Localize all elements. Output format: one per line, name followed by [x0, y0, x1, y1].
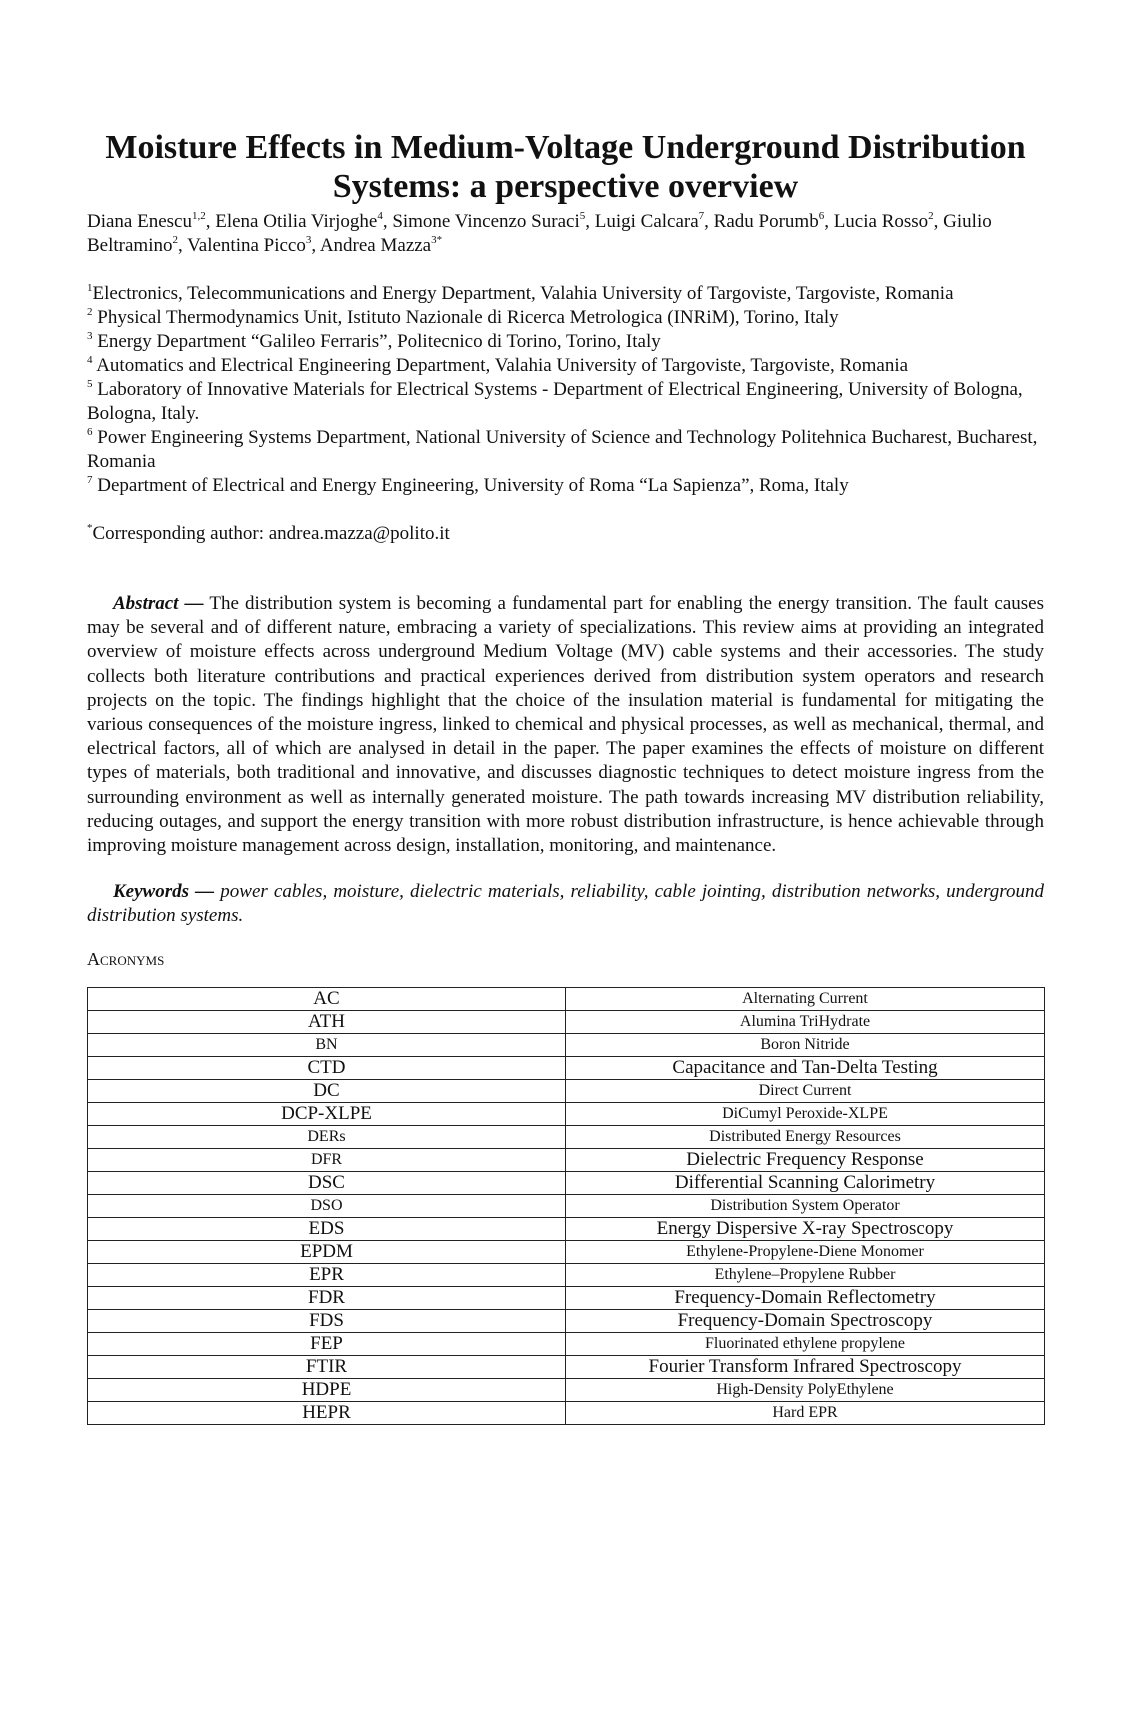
acronym-abbreviation: AC	[88, 988, 566, 1011]
author	[834, 211, 943, 232]
acronym-definition: Capacitance and Tan-Delta Testing	[566, 1057, 1045, 1080]
abstract-lead: Abstract —	[113, 593, 204, 614]
author-affiliation-marker: 2	[928, 210, 934, 222]
author-affiliation-marker: 3	[305, 234, 312, 246]
acronym-abbreviation: EPR	[88, 1264, 566, 1287]
author-separator: ,	[205, 211, 216, 232]
acronym-row	[88, 1333, 1045, 1356]
acronym-abbreviation: EPDM	[88, 1241, 566, 1264]
affiliation-list	[87, 282, 1044, 498]
author	[714, 211, 834, 232]
corresponding-marker: *	[87, 522, 93, 534]
corresponding-text: Corresponding author: andrea.mazza@polito.it	[92, 523, 450, 544]
acronym-definition: Frequency-Domain Spectroscopy	[566, 1310, 1045, 1333]
acronym-definition: Distribution System Operator	[566, 1195, 1045, 1218]
author-affiliation-marker: 3*	[431, 234, 443, 246]
acronyms-heading: Acronyms	[87, 949, 165, 970]
acronym-abbreviation: HDPE	[88, 1379, 566, 1402]
keywords-text: power cables, moisture, dielectric materials, reliability, cable jointing, distribution networks, underground distribution systems.	[87, 881, 1044, 927]
acronym-row	[88, 1379, 1045, 1402]
acronym-abbreviation: EDS	[88, 1218, 566, 1241]
acronym-row	[88, 1402, 1045, 1425]
affiliation-marker: 7	[87, 474, 93, 486]
affiliation-marker: 3	[87, 330, 93, 342]
acronym-row	[88, 1103, 1045, 1126]
affiliation-text: Physical Thermodynamics Unit, Istituto Nazionale di Ricerca Metrologica (INRiM), Torino, Italy	[92, 307, 839, 328]
author-name: Giulio Beltramino	[87, 211, 992, 256]
author-separator: ,	[177, 235, 188, 256]
acronym-abbreviation: FEP	[88, 1333, 566, 1356]
author-affiliation-marker: 4	[377, 210, 383, 222]
acronym-abbreviation: DSO	[88, 1195, 566, 1218]
author-affiliation-marker: 1,2	[191, 210, 206, 222]
acronym-definition: Dielectric Frequency Response	[566, 1149, 1045, 1172]
keywords	[87, 880, 1044, 928]
acronym-definition: Ethylene–Propylene Rubber	[566, 1264, 1045, 1287]
acronym-abbreviation: FDS	[88, 1310, 566, 1333]
acronym-row	[88, 1264, 1045, 1287]
acronym-definition: Alumina TriHydrate	[566, 1011, 1045, 1034]
author-name: Luigi Calcara	[594, 211, 699, 232]
acronym-row	[88, 1218, 1045, 1241]
author-name: Simone Vincenzo Suraci	[392, 211, 580, 232]
affiliation	[87, 282, 1044, 306]
affiliation-marker: 5	[87, 378, 93, 390]
acronyms-table	[87, 987, 1045, 1425]
acronym-row	[88, 1356, 1045, 1379]
paper-page	[0, 128, 1131, 1728]
acronym-abbreviation: HEPR	[88, 1402, 566, 1425]
title-line-2: Systems: a perspective overview	[332, 168, 799, 205]
author-separator: ,	[933, 211, 944, 232]
acronym-abbreviation: FTIR	[88, 1356, 566, 1379]
acronym-definition: High-Density PolyEthylene	[566, 1379, 1045, 1402]
author-name: Valentina Picco	[187, 235, 306, 256]
acronym-definition: Fluorinated ethylene propylene	[566, 1333, 1045, 1356]
author-separator: ,	[824, 211, 834, 232]
acronym-row	[88, 1310, 1045, 1333]
affiliation	[87, 378, 1044, 426]
affiliation-text: Power Engineering Systems Department, National University of Science and Technology Politehnica Bucharest, Bucharest, Romania	[87, 427, 1038, 472]
author-separator: ,	[311, 235, 320, 256]
acronym-abbreviation: ATH	[88, 1011, 566, 1034]
author-name: Andrea Mazza	[319, 235, 432, 256]
affiliation-marker: 4	[87, 354, 93, 366]
author	[320, 235, 442, 256]
affiliation-text: Energy Department “Galileo Ferraris”, Politecnico di Torino, Torino, Italy	[92, 331, 661, 352]
acronym-definition: Boron Nitride	[566, 1034, 1045, 1057]
author-name: Diana Enescu	[87, 211, 192, 232]
acronym-row	[88, 988, 1045, 1011]
corresponding-author	[87, 522, 1044, 546]
author	[595, 211, 714, 232]
acronym-definition: Frequency-Domain Reflectometry	[566, 1287, 1045, 1310]
acronym-row	[88, 1287, 1045, 1310]
acronym-row	[88, 1034, 1045, 1057]
acronym-abbreviation: FDR	[88, 1287, 566, 1310]
acronym-row	[88, 1149, 1045, 1172]
author-list	[87, 210, 1044, 258]
author	[392, 211, 594, 232]
acronym-definition: Alternating Current	[566, 988, 1045, 1011]
affiliation	[87, 330, 1044, 354]
abstract-text: The distribution system is becoming a fundamental part for enabling the energy transition. The fault causes may be several and of different nature, embracing a variety of specializations. This review aims at providing an integrated overview of moisture effects across underground Medium Voltage (MV) cable systems and their accessories. The study collects both literature contributions and practical experiences derived from distribution system operators and research projects on the topic. The findings highlight that the choice of the insulation material is fundamental for mitigating the various consequences of the moisture ingress, linked to chemical and physical processes, as well as mechanical, thermal, and electrical factors, all of which are analysed in detail in the paper. The paper examines the effects of moisture on different types of materials, both traditional and innovative, and discusses diagnostic techniques to detect moisture ingress from the surrounding environment as well as internally generated moisture. The path towards increasing MV distribution reliability, reducing outages, and support the energy transition with more robust distribution infrastructure, is hence achievable through improving moisture management across design, installation, monitoring, and maintenance.	[87, 593, 1045, 857]
affiliation-text: Department of Electrical and Energy Engineering, University of Roma “La Sapienza”, Roma, Italy	[92, 475, 849, 496]
acronym-abbreviation: BN	[88, 1034, 566, 1057]
acronym-definition: Direct Current	[566, 1080, 1045, 1103]
affiliation-text: Automatics and Electrical Engineering Department, Valahia University of Targoviste, Targoviste, Romania	[92, 355, 909, 376]
affiliation-text: Laboratory of Innovative Materials for Electrical Systems - Department of Electrical Engineering, University of Bologna, Bologna, Italy.	[87, 379, 1023, 424]
author-affiliation-marker: 6	[818, 210, 825, 222]
author	[215, 211, 392, 232]
acronym-row	[88, 1080, 1045, 1103]
author-separator: ,	[585, 211, 595, 232]
affiliation	[87, 474, 1044, 498]
acronym-row	[88, 1057, 1045, 1080]
acronym-definition: Energy Dispersive X-ray Spectroscopy	[566, 1218, 1045, 1241]
acronym-abbreviation: DERs	[88, 1126, 566, 1149]
author-affiliation-marker: 2	[172, 234, 178, 246]
affiliation	[87, 354, 1044, 378]
acronym-row	[88, 1195, 1045, 1218]
acronym-definition: Fourier Transform Infrared Spectroscopy	[566, 1356, 1045, 1379]
acronym-row	[88, 1241, 1045, 1264]
author-affiliation-marker: 5	[579, 210, 586, 222]
acronym-abbreviation: DFR	[88, 1149, 566, 1172]
author-name: Radu Porumb	[713, 211, 819, 232]
affiliation-marker: 1	[87, 282, 93, 294]
acronym-abbreviation: DC	[88, 1080, 566, 1103]
affiliation-text: Electronics, Telecommunications and Energy Department, Valahia University of Targoviste, Targoviste, Romania	[92, 283, 954, 304]
affiliation-marker: 6	[87, 426, 93, 438]
author	[87, 211, 215, 232]
acronym-abbreviation: DCP-XLPE	[88, 1103, 566, 1126]
affiliation	[87, 426, 1044, 474]
acronym-row	[88, 1011, 1045, 1034]
acronym-definition: Differential Scanning Calorimetry	[566, 1172, 1045, 1195]
author-separator: ,	[704, 211, 714, 232]
acronyms-table-body	[88, 988, 1045, 1425]
author-affiliation-marker: 7	[698, 210, 705, 222]
acronym-definition: DiCumyl Peroxide-XLPE	[566, 1103, 1045, 1126]
affiliation	[87, 306, 1044, 330]
acronym-abbreviation: DSC	[88, 1172, 566, 1195]
keywords-lead: Keywords —	[113, 881, 215, 903]
acronym-definition: Distributed Energy Resources	[566, 1126, 1045, 1149]
author-name: Lucia Rosso	[833, 211, 929, 232]
acronym-abbreviation: CTD	[88, 1057, 566, 1080]
acronym-definition: Ethylene-Propylene-Diene Monomer	[566, 1241, 1045, 1264]
abstract	[87, 592, 1044, 858]
affiliation-marker: 2	[87, 306, 93, 318]
acronym-definition: Hard EPR	[566, 1402, 1045, 1425]
paper-title	[87, 128, 1044, 206]
acronym-row	[88, 1172, 1045, 1195]
acronym-row	[88, 1126, 1045, 1149]
author-name: Elena Otilia Virjoghe	[215, 211, 378, 232]
title-line-1: Moisture Effects in Medium-Voltage Underground Distribution	[105, 129, 1026, 166]
author	[187, 235, 320, 256]
author-separator: ,	[382, 211, 393, 232]
